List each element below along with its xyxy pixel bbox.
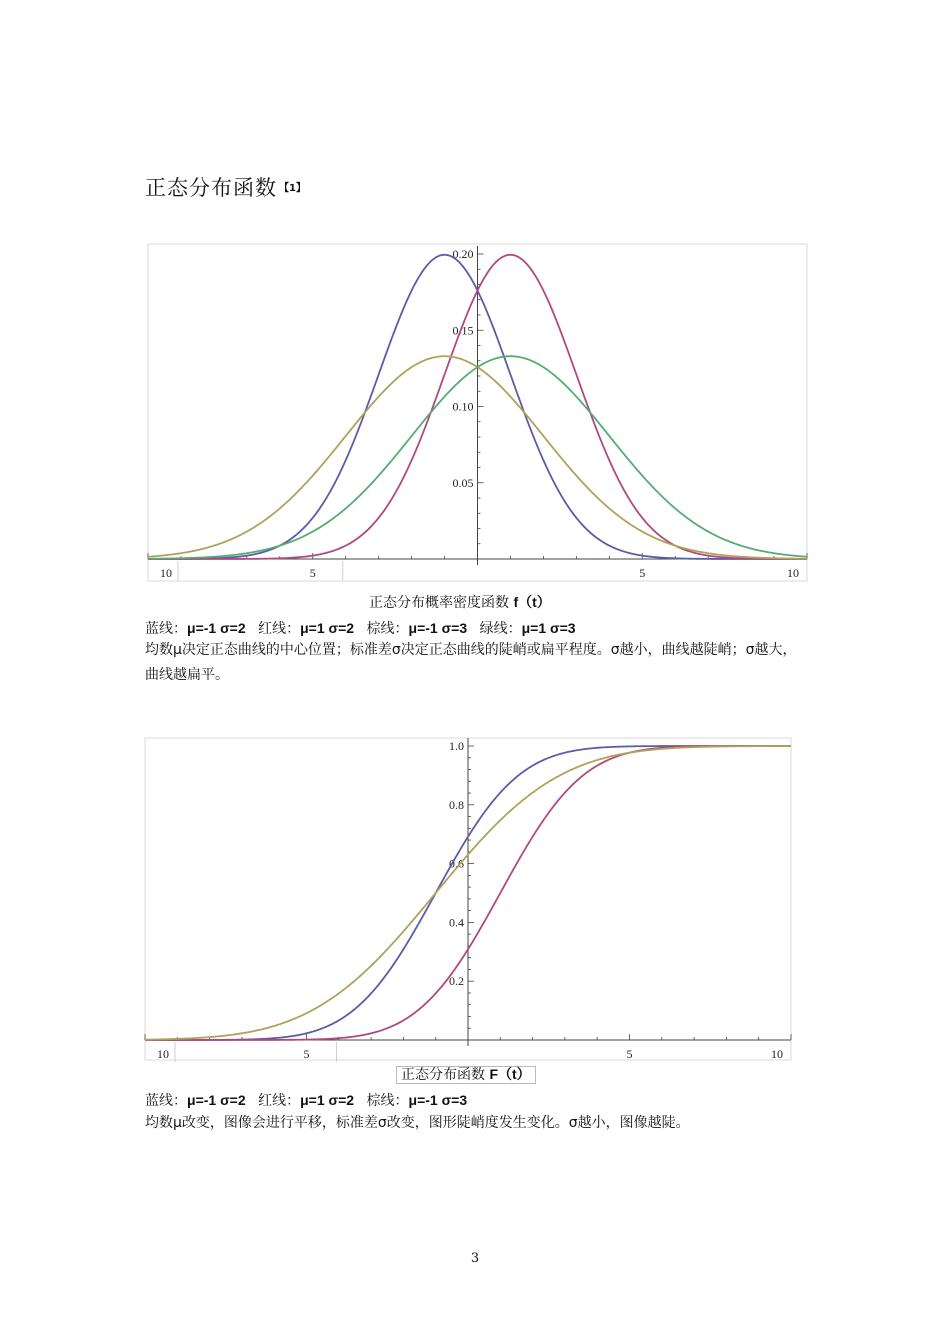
pdf-legend [145,618,584,638]
x-tick-label: 10 [157,1047,169,1061]
x-tick-label: 5 [626,1047,633,1061]
legend-blue-label: 蓝线： [145,1093,187,1109]
title-text: 正态分布函数 [145,176,277,200]
y-tick-label: 0.15 [452,323,474,338]
legend-green-params: μ=1 σ=3 [521,620,576,636]
legend-brown-label: 棕线： [366,621,409,637]
cdf-chart [140,734,805,1064]
y-tick-label: 0.4 [449,915,464,930]
x-tick-label: 10 [787,566,799,580]
legend-brown-params: μ=-1 σ=3 [408,1092,468,1108]
pdf-chart [140,240,815,585]
y-tick-label: 0.8 [449,797,464,812]
y-tick-label: 1.0 [449,739,464,753]
title-reference: 【1】 [279,183,306,194]
x-tick-label: 5 [639,566,646,580]
x-tick-label: 5 [309,566,316,580]
y-tick-label: 0.10 [452,399,474,414]
legend-brown-params: μ=-1 σ=3 [408,620,468,636]
legend-brown-label: 棕线： [366,1093,409,1109]
pdf-description: 均数μ决定正态曲线的中心位置；标准差σ决定正态曲线的陡峭或扁平程度。σ越小，曲线越陡峭；σ越大，曲线越扁平。 [145,642,797,683]
page-title [145,172,306,202]
x-tick-label: 5 [303,1047,310,1061]
pdf-caption-variable: f（t） [513,594,551,610]
legend-green-label: 绿线： [479,621,522,637]
y-tick-label: 0.2 [449,974,464,989]
cdf-description: 均数μ改变，图像会进行平移，标准差σ改变，图形陡峭度发生变化。σ越小，图像越陡。 [145,1115,690,1131]
pdf-chart-caption [369,592,551,612]
y-tick-label: 0.05 [452,475,474,490]
legend-blue-label: 蓝线： [145,621,187,637]
y-tick-label: 0.6 [449,856,464,871]
y-tick-label: 0.20 [452,247,474,261]
legend-red-label: 红线： [258,1093,301,1109]
cdf-chart-caption [396,1064,536,1084]
pdf-caption-text: 正态分布概率密度函数 [369,595,514,611]
cdf-caption-box [396,1066,536,1084]
x-tick-label: 10 [160,566,172,580]
page-number: 3 [470,1251,480,1266]
legend-blue-params: μ=-1 σ=2 [187,620,246,636]
legend-red-label: 红线： [258,621,301,637]
legend-red-params: μ=1 σ=2 [300,1092,355,1108]
legend-red-params: μ=1 σ=2 [300,620,355,636]
cdf-legend [145,1090,475,1110]
cdf-caption-text: 正态分布函数 [401,1067,490,1083]
legend-blue-params: μ=-1 σ=2 [187,1092,246,1108]
x-tick-label: 10 [771,1047,783,1061]
cdf-caption-variable: F（t） [489,1066,531,1082]
